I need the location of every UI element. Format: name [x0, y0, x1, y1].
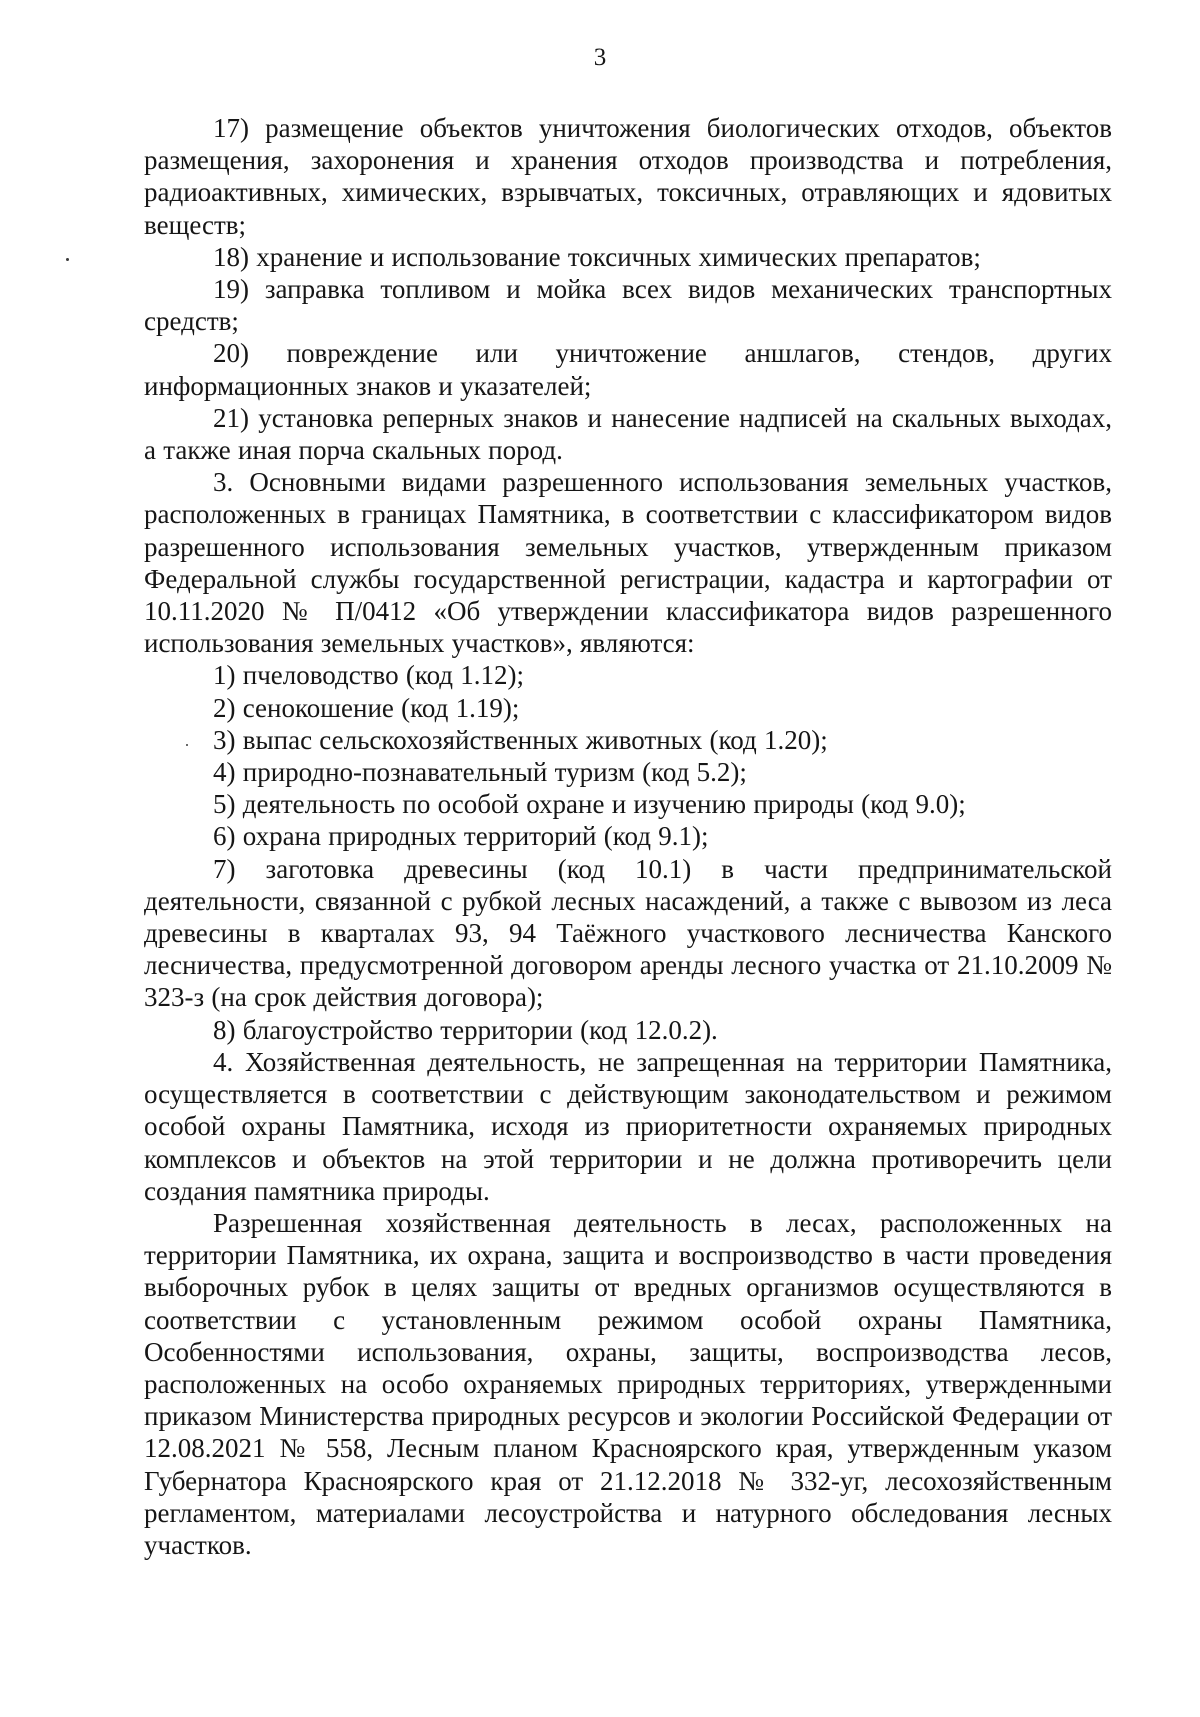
use-type-6: 6) охрана природных территорий (код 9.1); [213, 821, 709, 852]
section-4-paragraph: 4. Хозяйственная деятельность, не запрещенная на территории Памятника, осуществляется в соответствии с действующим законодательством и режимом особой охраны Памятника, исходя из приоритетности охраняемых природных комплексов и объектов на этой территории и не должна противоречить цели создания памятника природы. [144, 1046, 1112, 1206]
use-type-1: 1) пчеловодство (код 1.12); [213, 660, 525, 691]
list-item-20: 20) повреждение или уничтожение аншлагов, стендов, других информационных знаков и указателей; [144, 338, 1112, 401]
list-item-17: 17) размещение объектов уничтожения биологических отходов, объектов размещения, захоронения и хранения отходов производства и потребления, радиоактивных, химических, взрывчатых, токсичных, отравляющих и ядовитых веществ; [144, 113, 1112, 240]
use-type-7: 7) заготовка древесины (код 10.1) в части предпринимательской деятельности, связанной с рубкой лесных насаждений, а также с вывозом из леса древесины в кварталах 93, 94 Таёжного участкового лесничества Канского лесничества, предусмотренной договором аренды лесного участка от 21.10.2009 № 323-з (на срок действия договора); [144, 853, 1112, 1013]
document-body [144, 112, 1112, 1561]
use-type-5: 5) деятельность по особой охране и изучению природы (код 9.0); [213, 789, 966, 820]
use-type-2: 2) сенокошение (код 1.19); [213, 692, 520, 723]
use-type-4: 4) природно-познавательный туризм (код 5.2); [213, 757, 747, 788]
list-item-21: 21) установка реперных знаков и нанесение надписей на скальных выходах, а также иная порча скальных пород. [144, 402, 1112, 466]
list-item-18: 18) хранение и использование токсичных химических препаратов; [213, 241, 981, 272]
list-item-19: 19) заправка топливом и мойка всех видов механических транспортных средств; [144, 274, 1112, 337]
use-type-3: 3) выпас сельскохозяйственных животных (код 1.20); [213, 724, 828, 755]
permitted-activity-paragraph: Разрешенная хозяйственная деятельность в лесах, расположенных на территории Памятника, их охрана, защита и воспроизводство в части проведения выборочных рубок в целях защиты от вредных организмов осуществляются в соответствии с установленным режимом особой охраны Памятника, Особенностями использования, охраны, защиты, воспроизводства лесов, расположенных на особо охраняемых природных территориях, утвержденными приказом Министерства природных ресурсов и экологии Российской Федерации от 12.08.2021 № 558, Лесным планом Красноярского края, утвержденным указом Губернатора Красноярского края от 21.12.2018 № 332-уг, лесохозяйственным регламентом, материалами лесоустройства и натурного обследования лесных участков. [144, 1207, 1112, 1560]
page-number: 3 [593, 44, 607, 71]
use-type-8: 8) благоустройство территории (код 12.0.2). [213, 1014, 718, 1045]
section-3-paragraph: 3. Основными видами разрешенного использования земельных участков, расположенных в границах Памятника, в соответствии с классификатором видов разрешенного использования земельных участков, утвержденным приказом Федеральной службы государственной регистрации, кадастра и картографии от 10.11.2020 № П/0412 «Об утверждении классификатора видов разрешенного использования земельных участков», являются: [144, 467, 1112, 659]
scan-speck [66, 258, 69, 261]
